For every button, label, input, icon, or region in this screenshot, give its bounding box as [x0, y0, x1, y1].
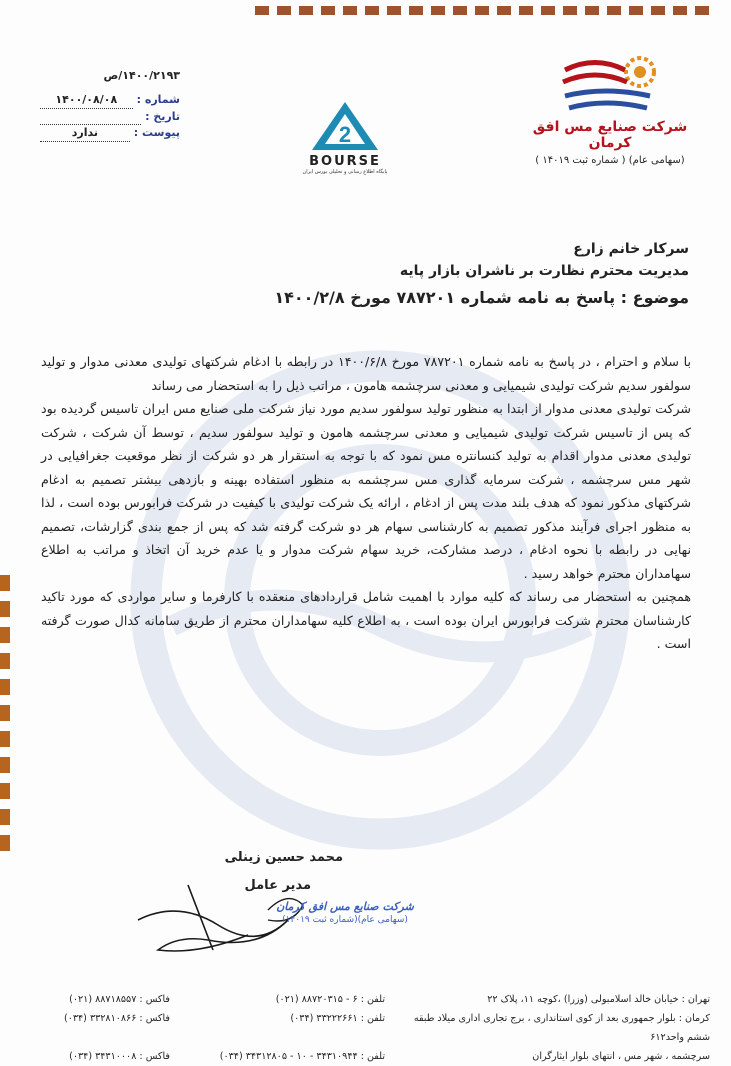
footer-address: سرچشمه ، شهر مس ، انتهای بلوار ایثارگران [532, 1051, 710, 1062]
company-logo [520, 50, 700, 166]
footer-row [30, 1009, 710, 1047]
body-paragraph-2: شرکت تولیدی معدنی مدوار از ابتدا به منظور تولید سولفور سدیم مورد نیاز شرکت ملی صنایع مس ایران تاسیس گردیده بود که پس از تاسیس شرکت تولیدی شیمیایی و معدنی سرچشمه هامون و تولید سولفور سدیم ، توسط آن شرکت ، شرکت تولیدی معدنی مدوار اقدام به تولید کنسانتره مس نمود که با توجه به استقرار هر دو شرکت از نظر موقعیت جغرافیایی در شهر مس سرچشمه ، شرکت سرمایه گذاری مس سرچشمه به منظور استفاده بهینه و بازدهی بیشتر تصمیم به ادغام شرکتهای مذکور نمود که هدف بلند مدت پس از ادغام ، ارائه یک شرکت تولیدی با کیفیت در شرکت فرابورس بوده است ، لذا به منظور اجرای فرآیند مذکور تصمیم به کارشناسی سهام هر دو شرکت گرفته شد که پس از جمع بندی گزارشات، تصمیم نهایی در رابطه با نحوه ادغام ، درصد مشارکت، خرید سهام شرکت مدوار و یا عدم خرید آن اتخاذ و مراتب به اطلاع سهامداران محترم خواهد رسید . [41, 401, 691, 581]
attachment-label: پیوست : [133, 126, 180, 139]
company-emblem-icon [555, 50, 665, 115]
letter-body [41, 350, 691, 656]
footer-fax: فاکس : ۳۳۲۸۱۰۸۶۶ (۰۳۴) [63, 1013, 170, 1024]
stamp-company-name: شرکت صنایع مس افق کرمان [276, 900, 414, 913]
reference-block [40, 68, 180, 142]
top-decorative-stripe [255, 0, 731, 10]
footer-phone: تلفن : ۳۳۲۲۲۶۶۱ (۰۳۴) [290, 1013, 385, 1024]
footer-phone: تلفن : ۶ - ۸۸۷۲۰۳۱۵ (۰۲۱) [275, 994, 385, 1005]
number-label: شماره : [136, 93, 180, 106]
letter-header [129, 238, 689, 312]
signatory-title: مدیر عامل [244, 878, 311, 893]
footer-fax: فاکس : ۸۸۷۱۸۵۵۷ (۰۲۱) [69, 994, 170, 1005]
recipient: سرکار خانم زارع [573, 241, 689, 257]
recipient-department: مدیریت محترم نظارت بر ناشران بازار پایه [399, 263, 689, 279]
date-value [40, 109, 141, 125]
footer-fax: فاکس : ۳۴۳۱۰۰۰۸ (۰۳۴) [69, 1051, 170, 1062]
company-stamp [255, 900, 435, 925]
company-name: شرکت صنایع مس افق کرمان [532, 119, 688, 151]
number-value: ۱۴۰۰/۰۸/۰۸ [40, 92, 133, 109]
bourse-name: BOURSE [309, 154, 381, 169]
number-row [40, 92, 180, 109]
stamp-subtitle: (سهامی عام)(شماره ثبت ۱۴۰۱۹) [282, 915, 408, 925]
footer-row [30, 990, 710, 1009]
attachment-value: ندارد [40, 125, 130, 142]
footer-address: تهران : خیابان خالد اسلامبولی (وزرا) ،کوچه ۱۱، پلاک ۲۲ [487, 994, 710, 1005]
bourse-tagline: پایگاه اطلاع رسانی و تحلیلی بورس ایران [302, 169, 388, 175]
footer-row [30, 1047, 710, 1066]
svg-text:2: 2 [338, 122, 352, 147]
date-label: تاریخ : [145, 110, 180, 123]
attachment-row [40, 125, 180, 142]
letter-footer [30, 990, 710, 1066]
bourse-logo [300, 100, 390, 175]
date-row [40, 109, 180, 125]
signatory-name: محمد حسین زینلی [224, 850, 343, 865]
body-paragraph-3: همچنین به استحضار می رساند که کلیه موارد با اهمیت شامل قراردادهای منعقده با کارفرما و سایر مواردی که مورد تاکید کارشناسان محترم شرکت فرابورس ایران بوده است ، به اطلاع کلیه سهامداران محترم از طریق سامانه کدال صورت گرفته است . [41, 589, 691, 651]
body-paragraph-1: با سلام و احترام ، در پاسخ به نامه شماره ۷۸۷۲۰۱ مورخ ۱۴۰۰/۶/۸ در رابطه با ادغام شرکتهای تولیدی معدنی مدوار و تولید سولفور سدیم شرکت تولیدی شیمیایی و معدنی سرچشمه هامون ، مراتب ذیل را به استحضار می رساند [41, 354, 691, 393]
left-decorative-stripe [0, 575, 12, 855]
company-subtitle: (سهامی عام) ( شماره ثبت ۱۴۰۱۹ ) [535, 155, 685, 166]
subject-line: موضوع : پاسخ به نامه شماره ۷۸۷۲۰۱ مورخ ۱۴۰۰/۲/۸ [274, 288, 689, 307]
footer-phone: تلفن : ۳۴۳۱۰۹۴۴ - ۱۰ - ۳۴۳۱۲۸۰۵ (۰۳۴) [219, 1051, 385, 1062]
footer-address: کرمان : بلوار جمهوری بعد از کوی استانداری ، برج تجاری اداری میلاد طبقه ششم واحد۶۱۲ [413, 1013, 710, 1043]
letter-reference: ۱۴۰۰/۲۱۹۳/ص [103, 69, 180, 82]
bourse-logo-icon [310, 100, 380, 152]
